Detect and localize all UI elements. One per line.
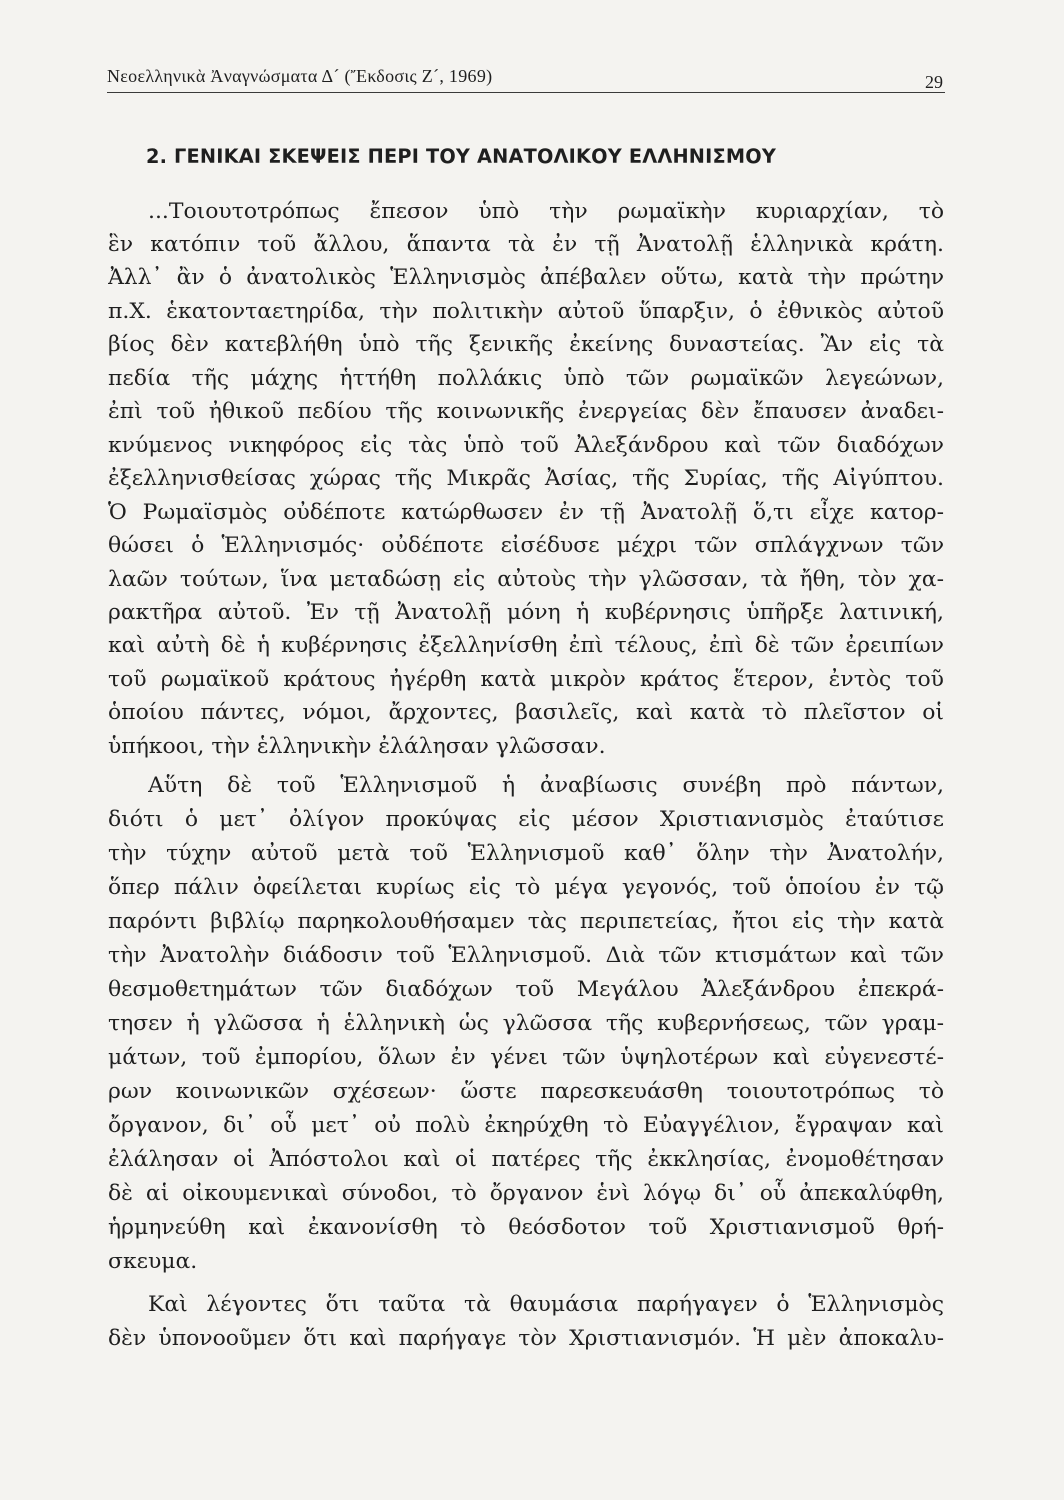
text-line: μάτων, τοῦ ἐμπορίου, ὅλων ἐν γένει τῶν ὑψηλοτέρων καὶ εὐγενεστέ-	[108, 1045, 944, 1070]
text-line: ἐλάλησαν οἱ Ἀπόστολοι καὶ οἱ πατέρες τῆς ἐκκλησίας, ἐνομοθέτησαν	[108, 1147, 944, 1172]
text-line: λαῶν τούτων, ἵνα μεταδώσῃ εἰς αὐτοὺς τὴν γλῶσσαν, τὰ ἤθη, τὸν χα-	[108, 567, 944, 592]
running-head: Νεοελληνικὰ Ἀναγνώσματα Δ´ (Ἔκδοσις Ζ´, 1969)	[107, 66, 493, 86]
text-line: σκευμα.	[108, 1249, 198, 1274]
text-line: ἡρμηνεύθη καὶ ἐκανονίσθη τὸ θεόσδοτον τοῦ Χριστιανισμοῦ θρή-	[108, 1215, 944, 1240]
text-line: ρων κοινωνικῶν σχέσεων· ὥστε παρεσκευάσθη τοιουτοτρόπως τὸ	[108, 1079, 944, 1104]
text-line: δὲ αἱ οἰκουμενικαὶ σύνοδοι, τὸ ὄργανον ἑνὶ λόγῳ δι᾽ οὗ ἀπεκαλύφθη,	[108, 1181, 944, 1206]
text-line: ἐξελληνισθείσας χώρας τῆς Μικρᾶς Ἀσίας, τῆς Συρίας, τῆς Αἰγύπτου.	[108, 466, 944, 491]
text-line: καὶ αὐτὴ δὲ ἡ κυβέρνησις ἐξελληνίσθη ἐπὶ τέλους, ἐπὶ δὲ τῶν ἐρειπίων	[108, 633, 944, 658]
text-line: ὄργανον, δι᾽ οὗ μετ᾽ οὐ πολὺ ἐκηρύχθη τὸ Εὐαγγέλιον, ἔγραψαν καὶ	[108, 1113, 944, 1138]
text-line: ...Τοιουτοτρόπως ἔπεσον ὑπὸ τὴν ρωμαϊκὴν κυριαρχίαν, τὸ	[148, 199, 944, 224]
text-line: Ὁ Ρωμαϊσμὸς οὐδέποτε κατώρθωσεν ἐν τῇ Ἀνατολῇ ὅ,τι εἶχε κατορ-	[108, 500, 944, 525]
text-line: δὲν ὑπονοοῦμεν ὅτι καὶ παρήγαγε τὸν Χριστιανισμόν. Ἡ μὲν ἀποκαλυ-	[108, 1326, 944, 1351]
text-line: τοῦ ρωμαϊκοῦ κράτους ἠγέρθη κατὰ μικρὸν κράτος ἕτερον, ἐντὸς τοῦ	[108, 667, 944, 692]
text-line: τὴν Ἀνατολὴν διάδοσιν τοῦ Ἑλληνισμοῦ. Διὰ τῶν κτισμάτων καὶ τῶν	[108, 943, 944, 968]
text-line: π.Χ. ἑκατονταετηρίδα, τὴν πολιτικὴν αὐτοῦ ὕπαρξιν, ὁ ἐθνικὸς αὐτοῦ	[108, 299, 944, 324]
text-line: πεδία τῆς μάχης ἡττήθη πολλάκις ὑπὸ τῶν ρωμαϊκῶν λεγεώνων,	[108, 366, 944, 391]
text-line: βίος δὲν κατεβλήθη ὑπὸ τῆς ξενικῆς ἐκείνης δυναστείας. Ἂν εἰς τὰ	[108, 332, 944, 357]
text-line: τησεν ἡ γλῶσσα ἡ ἑλληνικὴ ὡς γλῶσσα τῆς κυβερνήσεως, τῶν γραμ-	[108, 1011, 944, 1036]
text-line: παρόντι βιβλίῳ παρηκολουθήσαμεν τὰς περιπετείας, ἤτοι εἰς τὴν κατὰ	[108, 909, 944, 934]
text-line: Ἀλλ᾽ ἂν ὁ ἀνατολικὸς Ἑλληνισμὸς ἀπέβαλεν οὕτω, κατὰ τὴν πρώτην	[108, 265, 944, 290]
text-line: ὁποίου πάντες, νόμοι, ἄρχοντες, βασιλεῖς, καὶ κατὰ τὸ πλεῖστον οἱ	[108, 700, 944, 725]
text-line: ρακτῆρα αὐτοῦ. Ἐν τῇ Ἀνατολῇ μόνη ἡ κυβέρνησις ὑπῆρξε λατινική,	[108, 600, 944, 625]
text-line: ἓν κατόπιν τοῦ ἄλλου, ἅπαντα τὰ ἐν τῇ Ἀνατολῇ ἑλληνικὰ κράτη.	[108, 232, 944, 257]
text-line: θώσει ὁ Ἑλληνισμός· οὐδέποτε εἰσέδυσε μέχρι τῶν σπλάγχνων τῶν	[108, 533, 944, 558]
text-line: ὑπήκοοι, τὴν ἑλληνικὴν ἐλάλησαν γλῶσσαν.	[108, 734, 606, 759]
text-line: διότι ὁ μετ᾽ ὀλίγον προκύψας εἰς μέσον Χριστιανισμὸς ἐταύτισε	[108, 807, 944, 832]
section-heading: 2. ΓΕΝΙΚΑΙ ΣΚΕΨΕΙΣ ΠΕΡΙ ΤΟΥ ΑΝΑΤΟΛΙΚΟΥ ΕΛΛΗΝΙΣΜΟΥ	[146, 145, 777, 168]
text-line: ὅπερ πάλιν ὀφείλεται κυρίως εἰς τὸ μέγα γεγονός, τοῦ ὁποίου ἐν τῷ	[108, 875, 944, 900]
text-line: θεσμοθετημάτων τῶν διαδόχων τοῦ Μεγάλου Ἀλεξάνδρου ἐπεκρά-	[108, 977, 944, 1002]
text-line: Αὕτη δὲ τοῦ Ἑλληνισμοῦ ἡ ἀναβίωσις συνέβη πρὸ πάντων,	[148, 773, 944, 798]
page-number: 29	[925, 72, 943, 92]
text-line: Καὶ λέγοντες ὅτι ταῦτα τὰ θαυμάσια παρήγαγεν ὁ Ἑλληνισμὸς	[148, 1292, 944, 1317]
text-line: ἐπὶ τοῦ ἠθικοῦ πεδίου τῆς κοινωνικῆς ἐνεργείας δὲν ἔπαυσεν ἀναδει-	[108, 399, 944, 424]
text-line: τὴν τύχην αὐτοῦ μετὰ τοῦ Ἑλληνισμοῦ καθ᾽ ὅλην τὴν Ἀνατολήν,	[108, 841, 944, 866]
text-line: κνύμενος νικηφόρος εἰς τὰς ὑπὸ τοῦ Ἀλεξάνδρου καὶ τῶν διαδόχων	[108, 433, 944, 458]
page-header	[107, 64, 945, 93]
